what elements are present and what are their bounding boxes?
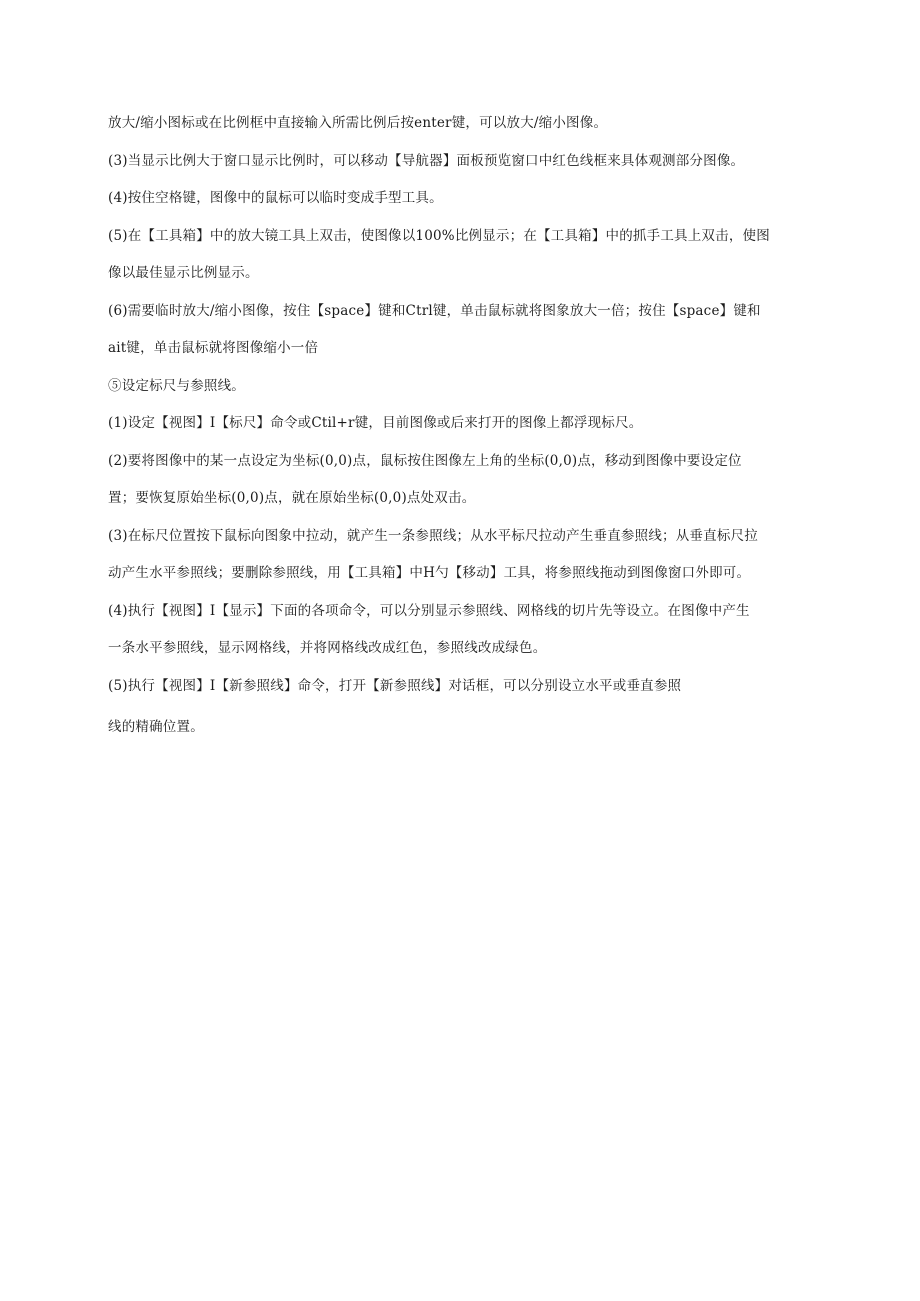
- text-line-13: 动产生水平参照线；要删除参照线，用【工具箱】中H勺【移动】工具，将参照线拖动到图像窗口外即可。: [108, 565, 751, 581]
- text-line-1: 放大/缩小图标或在比例框中直接输入所需比例后按enter键，可以放大/缩小图像。: [108, 115, 608, 131]
- text-line-17: 线的精确位置。: [108, 718, 204, 735]
- text-line-4: (5)在【工具箱】中的放大镜工具上双击，使图像以100%比例显示；在【工具箱】中的抓手工具上双击，使图: [108, 227, 770, 244]
- text-line-10: (2)要将图像中的某一点设定为坐标(0,0)点，鼠标按住图像左上角的坐标(0,0)点，移动到图像中要设定位: [108, 452, 742, 469]
- text-line-12: (3)在标尺位置按下鼠标向图象中拉动，就产生一条参照线；从水平标尺拉动产生垂直参照线；从垂直标尺拉: [108, 527, 758, 544]
- text-line-16: (5)执行【视图】I【新参照线】命令，打开【新参照线】对话框，可以分别设立水平或垂直参照: [108, 677, 682, 694]
- text-line-6: (6)需要临时放大/缩小图像，按住【space】键和Ctrl键，单击鼠标就将图象放大一倍；按住【space】键和: [108, 302, 761, 319]
- text-line-2: (3)当显示比例大于窗口显示比例时，可以移动【导航器】面板预览窗口中红色线框来具体观测部分图像。: [108, 152, 745, 169]
- text-line-3: (4)按住空格键，图像中的鼠标可以临时变成手型工具。: [108, 190, 443, 206]
- text-line-5: 像以最佳显示比例显示。: [108, 265, 259, 281]
- text-line-11: 置；要恢复原始坐标(0,0)点，就在原始坐标(0,0)点处双击。: [108, 490, 476, 506]
- text-line-15: 一条水平参照线，显示网格线，并将网格线改成红色，参照线改成绿色。: [108, 640, 547, 656]
- section-heading: ⑤设定标尺与参照线。: [108, 377, 245, 394]
- document-body: [108, 113, 808, 754]
- text-line-7: ait键，单击鼠标就将图像缩小一倍: [108, 340, 319, 356]
- text-line-14: (4)执行【视图】I【显示】下面的各项命令，可以分别显示参照线、网格线的切片先等设立。在图像中产生: [108, 602, 750, 619]
- text-line-9: (1)设定【视图】I【标尺】命令或Ctil+r键，目前图像或后来打开的图像上都浮现标尺。: [108, 415, 643, 431]
